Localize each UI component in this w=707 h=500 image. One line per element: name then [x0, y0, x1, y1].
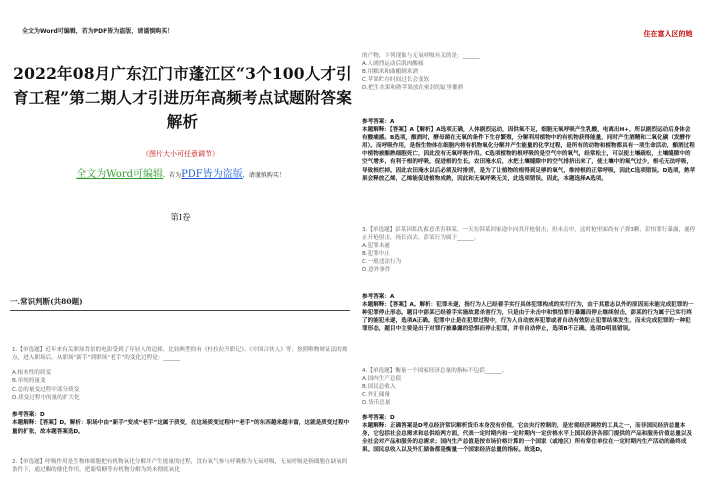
volume-heading: 第I卷: [170, 213, 191, 223]
pdf-pirated-link[interactable]: PDF皆为盗版: [181, 169, 243, 180]
image-size-note: （图片大小可任意调节）: [142, 150, 219, 158]
left-column: [8, 0, 353, 500]
document-title: 2022年08月广东江门市蓬江区“3个100人才引育工程”第二期人才引进历年高频考点试题附答案解析: [13, 64, 352, 131]
section-divider: [10, 310, 350, 311]
answer-1: 参考答案：D 本题解释：【答案】D。解析：职场中由“新手”变成“老手”这属于质变，在这场质变过程中“老手”的东西越来越丰富，这就是质变过程中量的扩张，故本题答案选D。: [12, 412, 350, 435]
piracy-banner: 全文为Word可编辑，若为PDF皆为盗版，请谨慎购买！: [22, 28, 174, 35]
section-heading: 一.常识判断(共80题): [10, 297, 83, 306]
question-3: 3.【单选题】彭某因私仇蓄意杀害韩某。一天在韩某回家途中向其开枪射击，但未击中。这时枪里面尚有子弹3颗，彭怕罪行暴露，遂停止开枪射击，扬长而去。彭某行为属于______。 A.犯罪未遂 B.犯罪中止 C.一般违法行为 D.意外事件: [362, 227, 696, 274]
answer-2: 参考答案：A 本题解释：【答案】A【解析】A选项正确，人体剧烈运动，因供氧不足，细胞无氧呼吸产生乳酸，电离出H+，所以剧烈运动后身体会有酸痛感。B选项，酿酒时，酵母菌在无氧的条件下生存繁殖，分解利用植物中的有机物获得能量，同时产生酒精和二氧化碳（发酵作用）。而呼吸作用，是指生物体在细胞内将有机物氧化分解并产生能量的化学过程，是所有的动物和植物都具有一项生命活动，酿酒过程中植物被酿熟细胞死亡，因此没有无氧呼吸作用。C选项植物的根呼吸的是空气中的氧气，经常松土，可以使土壤疏松，土壤缝隙中的空气增多，有利于根的呼吸，促进根的生长。农田淹水后，水把土壤缝隙中的空气排挤出来了，使土壤中的氧气过少，根毛无法呼吸，导致根烂掉。因此农田淹水以后必须及时排涝，是为了让植物的根得到足够的氧气，维持根的正常呼吸，因此C选项错误。D选项，熟苹果会释放乙烯，乙烯能促进植物成熟，因此和无氧呼吸无关，此选项错误。因此，本题选择A选项。: [362, 119, 696, 182]
question-2: 2.【单选题】呼吸作用是生物体细胞把有机物氧化分解并产生能量的过程，没有氧气参与呼吸称为无氧呼吸，无氧呼吸是指细胞在缺氧的条件下，通过酶的催化作用，把葡萄糖等有机物分解为尚未彻底氧化: [12, 459, 348, 474]
word-editable-link[interactable]: 全文为Word可编辑: [76, 169, 164, 180]
editable-notice: 全文为Word可编辑，若为PDF皆为盗版，请谨慎购买！: [76, 169, 285, 180]
answer-4: 参考答案：D 本题解释：正确答案是D考点经济常识解析货币本身没有价值，它由央行控制的，是宏观经济调控的工具之一，而非国民经济总量本身，它包括社会总需求和总供给两方面，代表一定时期内和一定时期内一定价格水平上国民经济各部门提供的产品和服务价值总量以及全社会对产品和服务的总需求；国内生产总值是按市场价格计算的一个国家（或地区）所有常住单位在一定时期内生产活动的最终成果。国民总收入以及外汇储备都是衡量一个国家经济总量的指标。故选D。: [362, 415, 693, 454]
question-4: 4.【单选题】衡量一个国家经济总量的指标不包括______。 A.国内生产总值 B.国民总收入 C.外汇储备 D.货币总量: [362, 368, 508, 407]
question-2-continued: 的产物，下列现象与无氧呼吸有关的是：______ A.人剧烈运动后肌肉酸痛 B.用糯米和曲酿制米酒 C.苹果贮存时间过长会变软 D.把生水果和熟苹果放在密封的缸里催熟: [362, 53, 480, 92]
corner-note: 住在富人区的她: [643, 30, 693, 38]
question-1: 1.【单选题】近年来有关职场背景的电影受到了年轻人的追捧，比较典型的有《杜拉拉升职记》、《中国合伙人》等，按照唯物辩证法的观点，进入职场后，从职场“新手”到职场“老手”的变化过程是：______ A.根本性的质变 B.单纯的量变 C.总的量变过程中部分质变 D.质变过程中的量的扩大化: [12, 347, 348, 402]
right-column: [362, 0, 699, 500]
answer-3: 参考答案：A 本题解释：【答案】A。解析：犯罪未遂，指行为人已经着手实行具体犯罪构成的实行行为，由于其意志以外的原因而未能完成犯罪的一种犯罪停止形态。题目中彭某已经着手实施故意杀害行为，只是由于未击中和惧怕罪行暴露而停止继续射击，彭某的行为属于已实行终了的能犯未遂，选项A正确。犯罪中止是在犯罪过程中，行为人自动放弃犯罪或者自动有效防止犯罪结果发生，而未完成犯罪的一种犯罪形态，题目中主要是出于对罪行被暴露的恐惧而停止犯罪，并非自动停止，选项B不正确。选项D明显错误。: [362, 294, 694, 333]
